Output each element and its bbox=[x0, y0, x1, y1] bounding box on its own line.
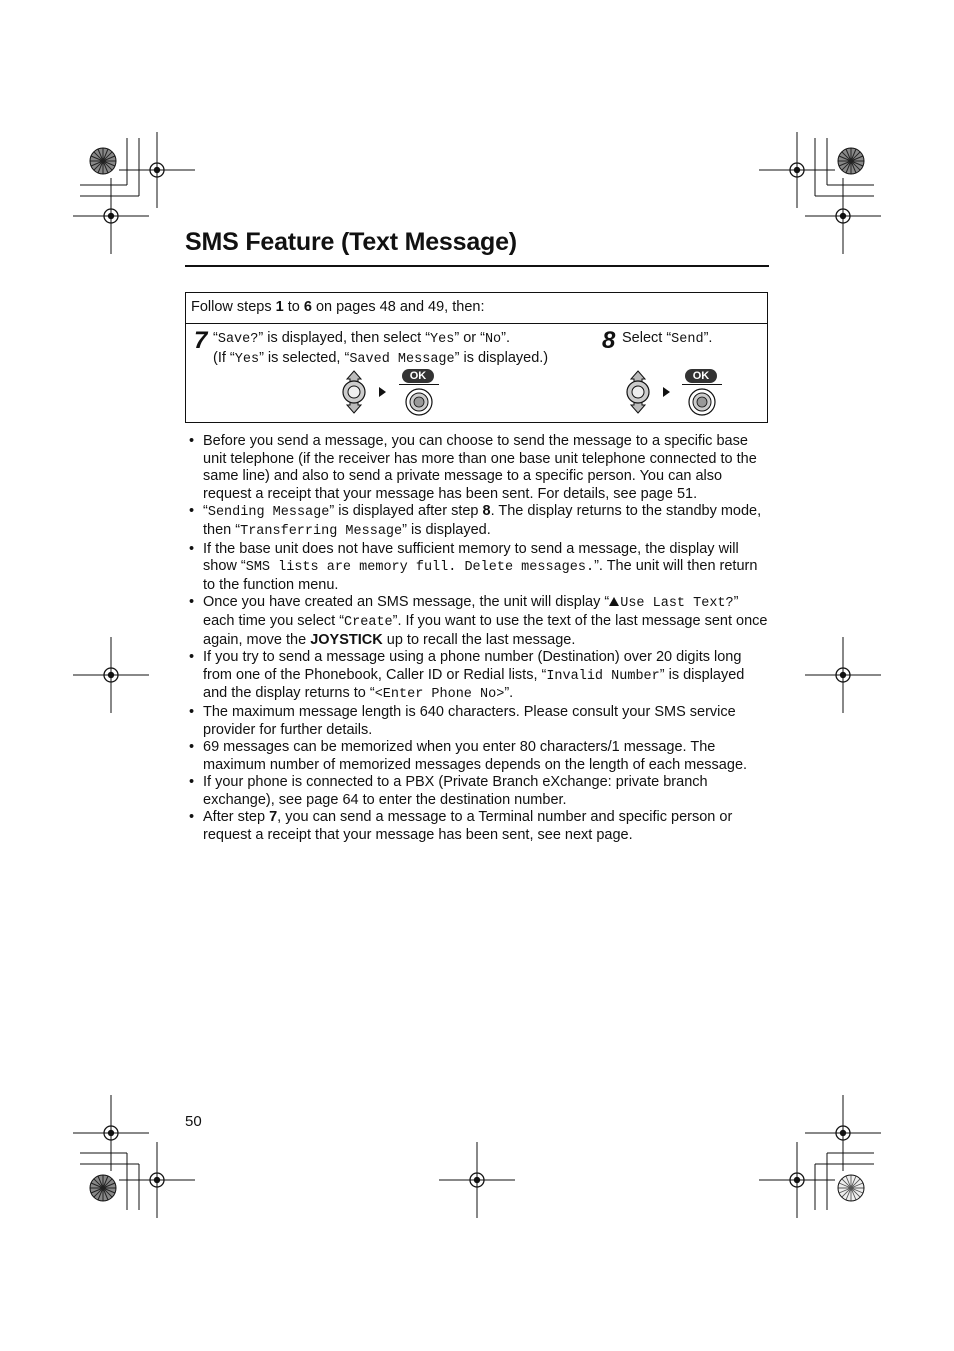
title-rule bbox=[185, 265, 769, 267]
joystick-icon bbox=[623, 369, 653, 415]
arrow-right-icon bbox=[662, 386, 672, 398]
page-number: 50 bbox=[185, 1113, 202, 1130]
joystick-icon bbox=[339, 369, 369, 415]
display-use-last-text: Use Last Text? bbox=[620, 596, 734, 612]
list-item bbox=[187, 541, 772, 595]
step-7-text bbox=[213, 329, 583, 369]
intro-text: Follow steps bbox=[191, 299, 276, 315]
arrow-right-icon bbox=[378, 386, 388, 398]
step-7-number: 7 bbox=[194, 327, 208, 354]
step-8-number: 8 bbox=[602, 327, 616, 354]
display-save: Save? bbox=[217, 332, 259, 347]
note-text: up to recall the last message. bbox=[382, 631, 576, 648]
step-8-text-2: ”. bbox=[703, 330, 713, 346]
note-text: Once you have created an SMS message, the unit will display “ bbox=[203, 594, 610, 611]
ok-circle-icon bbox=[404, 387, 434, 417]
display-yes: Yes bbox=[430, 332, 455, 347]
note-text: ” each time you select “ bbox=[203, 594, 739, 629]
display-invalid-number: Invalid Number bbox=[546, 668, 660, 684]
note-text: ”. If you want to use the text of the last message sent once again, move the bbox=[203, 612, 768, 648]
note-text: If the base unit does not have sufficient memory to send a message, the display will show “ bbox=[203, 540, 739, 575]
step-7-text-1: ” is displayed, then select “ bbox=[258, 330, 431, 346]
list-item: • The maximum message length is 640 characters. Please consult your SMS service provider for further details. bbox=[187, 704, 772, 739]
notes-list bbox=[187, 433, 772, 845]
step-7-text-6: ” is displayed.) bbox=[454, 350, 549, 366]
step-8-text bbox=[622, 329, 762, 349]
note-text: After step bbox=[203, 809, 270, 826]
intro-text-mid: to bbox=[283, 299, 304, 315]
step-7-text-3: ”. bbox=[501, 330, 511, 346]
ok-button-icon bbox=[682, 369, 722, 417]
quote: “ bbox=[203, 503, 208, 520]
step-7-text-4: (If “ bbox=[213, 350, 235, 366]
intro-step-b: 6 bbox=[303, 299, 312, 315]
note-text: ” is displayed and the display returns to “ bbox=[203, 666, 745, 702]
list-item bbox=[187, 809, 772, 844]
page-title: SMS Feature (Text Message) bbox=[185, 228, 517, 256]
display-yes: Yes bbox=[234, 352, 260, 367]
display-transferring-message: Transferring Message bbox=[240, 523, 403, 539]
list-item: • Before you send a message, you can choose to send the message to a specific base unit telephone (if the receiver has more than one base unit telephone connected to the same line) and also to send a private message to a specific person. You can also request a receipt that your message has been sent. For details, see page 51. bbox=[187, 433, 772, 503]
step-ref: 7 bbox=[269, 809, 278, 826]
joystick-label: JOYSTICK bbox=[310, 631, 383, 648]
box-intro bbox=[186, 293, 767, 324]
list-item bbox=[187, 649, 772, 704]
ok-label: OK bbox=[402, 369, 434, 383]
display-sending-message: Sending Message bbox=[207, 505, 330, 521]
note-text: ” is displayed. bbox=[402, 521, 491, 538]
note-text: ”. The unit will then return to the function menu. bbox=[203, 558, 758, 593]
instruction-box bbox=[185, 292, 768, 423]
display-enter-phone-no: <Enter Phone No> bbox=[374, 687, 505, 703]
note-text: If you try to send a message using a phone number (Destination) over 20 digits long from one of the Phonebook, Caller ID or Redial lists, “ bbox=[203, 649, 742, 683]
note-text: ” is displayed after step bbox=[329, 503, 483, 520]
display-send: Send bbox=[671, 332, 704, 347]
note-text: , you can send a message to a Terminal number and specific person or request a receipt that your message has been sent, see next page. bbox=[203, 809, 733, 844]
ok-button-icon bbox=[399, 369, 439, 417]
step-ref: 8 bbox=[482, 503, 491, 520]
display-saved-message: Saved Message bbox=[349, 352, 455, 367]
list-item: • 69 messages can be memorized when you enter 80 characters/1 message. The maximum number of memorized messages depends on the length of each message. bbox=[187, 739, 772, 774]
intro-step-a: 1 bbox=[275, 299, 284, 315]
note-text: . The display returns to the standby mode, then “ bbox=[203, 503, 762, 538]
list-item bbox=[187, 503, 772, 540]
display-create: Create bbox=[344, 614, 393, 630]
step-7-text-5: ” is selected, “ bbox=[259, 350, 350, 366]
up-arrow-icon bbox=[609, 597, 619, 606]
display-no: No bbox=[484, 332, 502, 347]
list-item bbox=[187, 594, 772, 649]
step-8-text-1: Select “ bbox=[622, 330, 672, 346]
display-memory-full: SMS lists are memory full. Delete messages. bbox=[245, 560, 595, 576]
step-7-text-2: ” or “ bbox=[454, 330, 485, 346]
ok-circle-icon bbox=[687, 387, 717, 417]
ok-label: OK bbox=[685, 369, 717, 383]
note-text: ”. bbox=[504, 685, 514, 702]
list-item: • If your phone is connected to a PBX (Private Branch eXchange: private branch exchange), see page 64 to enter the destination number. bbox=[187, 774, 772, 809]
intro-text-end: on pages 48 and 49, then: bbox=[311, 299, 485, 315]
quote: “ bbox=[213, 330, 218, 346]
